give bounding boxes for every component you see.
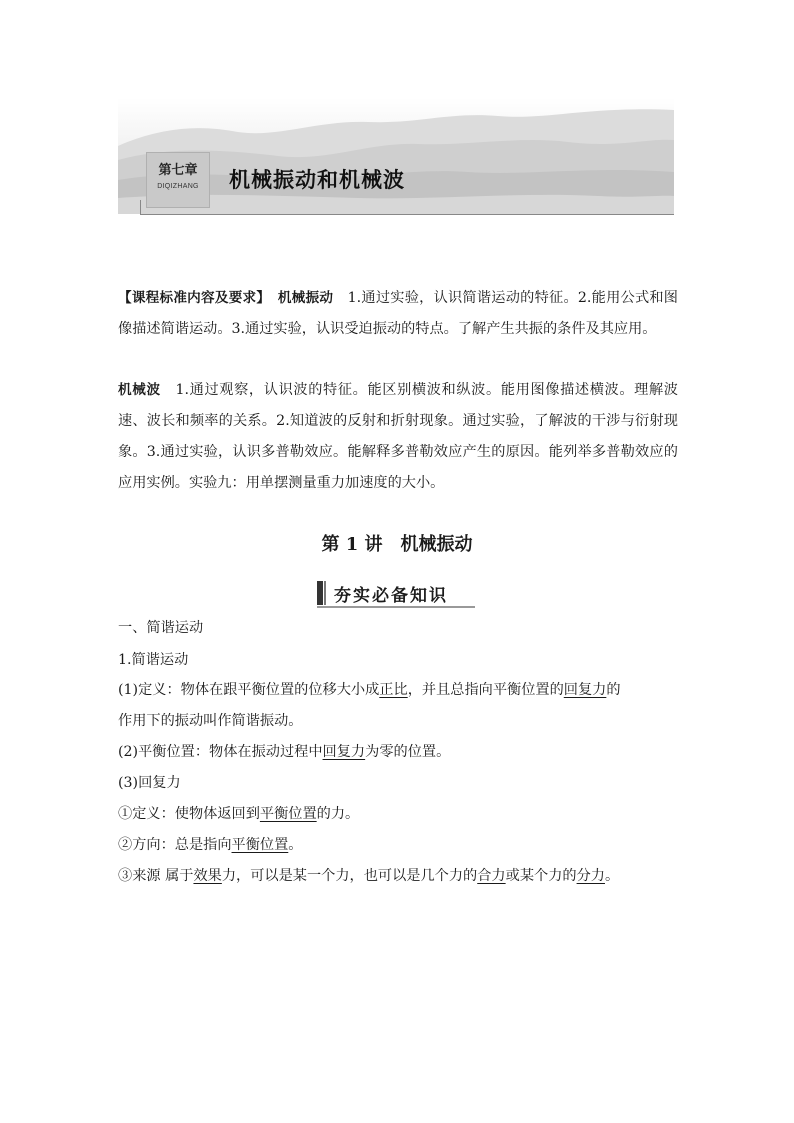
restoring-force-title: (3)回复力	[118, 775, 181, 791]
chapter-badge	[146, 152, 210, 208]
answer-blank-component: 分力	[576, 868, 605, 884]
rf-definition-text-a: ①定义：使物体返回到	[118, 806, 260, 822]
section-heading-box	[317, 579, 475, 607]
rf-direction-text-b: 。	[288, 837, 303, 853]
answer-blank-resultant: 合力	[477, 868, 506, 884]
answer-blank-proportional: 正比	[379, 682, 408, 698]
definition-text-b: ，并且总指向平衡位置的	[407, 682, 564, 698]
standards-text-waves: 1.通过观察，认识波的特征。能区别横波和纵波。能用图像描述横波。理解波速、波长和频率的关系。2.知道波的反射和折射现象。通过实验，了解波的干涉与衍射现象。3.通过实验，认识多普勒效应。能解释多普勒效应产生的原因。能列举多普勒效应的应用实例。实验九：用单摆测量重力加速度的大小。	[118, 382, 678, 491]
equilibrium-line	[118, 742, 683, 762]
rf-source-text-d: 。	[604, 868, 620, 884]
standards-paragraph-waves	[118, 375, 678, 499]
definition-text-c: 的	[606, 682, 621, 698]
answer-blank-equilibrium-2: 平衡位置	[231, 837, 289, 853]
restoring-force-direction	[118, 835, 683, 855]
standards-intro: 【课程标准内容及要求】	[118, 290, 264, 306]
standards-topic-waves: 机械波	[118, 382, 161, 398]
answer-blank-restoring-force-2: 回复力	[322, 744, 366, 760]
equilibrium-text-b: 为零的位置。	[365, 744, 451, 760]
answer-blank-restoring-force: 回复力	[563, 682, 607, 698]
chapter-pinyin: DIQIZHANG	[157, 183, 199, 190]
definition-text-a: (1)定义：物体在跟平衡位置的位移大小成	[118, 682, 380, 698]
standards-text-vibration: 1.通过实验，认识简谐运动的特征。2.能用公式和图像描述简谐运动。3.通过实验，认识受迫振动的特点。了解产生共振的条件及其应用。	[118, 290, 678, 337]
section-heading: 夯实必备知识	[334, 586, 448, 606]
restoring-force-definition	[118, 804, 683, 824]
subheading-simple-harmonic: 1.简谐运动	[118, 652, 189, 668]
chapter-title: 机械振动和机械波	[229, 168, 405, 192]
answer-blank-equilibrium-1: 平衡位置	[259, 806, 317, 822]
rf-direction-text-a: ②方向：总是指向	[118, 837, 232, 853]
section-underline	[317, 606, 475, 608]
lesson-heading: 第 1 讲 机械振动	[321, 534, 473, 555]
standards-paragraph-vibration	[118, 283, 678, 345]
section-marker-bar	[317, 581, 323, 605]
rf-source-text-c: 或某个力的	[505, 868, 577, 884]
rf-source-text-a: ③来源 属于	[118, 868, 194, 884]
chapter-label: 第七章	[158, 163, 198, 178]
restoring-force-source	[118, 866, 683, 886]
heading-simple-harmonic: 一、简谐运动	[118, 620, 204, 636]
rf-definition-text-b: 的力。	[316, 806, 360, 822]
section-marker-bar-thin	[324, 581, 326, 605]
standards-topic-vibration: 机械振动	[277, 290, 334, 306]
answer-blank-effect: 效果	[193, 868, 222, 884]
equilibrium-text-a: (2)平衡位置：物体在振动过程中	[118, 744, 323, 760]
definition-line-2: 作用下的振动叫作简谐振动。	[118, 713, 303, 729]
rf-source-text-b: 力，可以是某一个力，也可以是几个力的	[221, 868, 478, 884]
banner-divider	[140, 214, 674, 215]
definition-line-1	[118, 680, 683, 700]
banner-divider-tick	[140, 200, 141, 215]
